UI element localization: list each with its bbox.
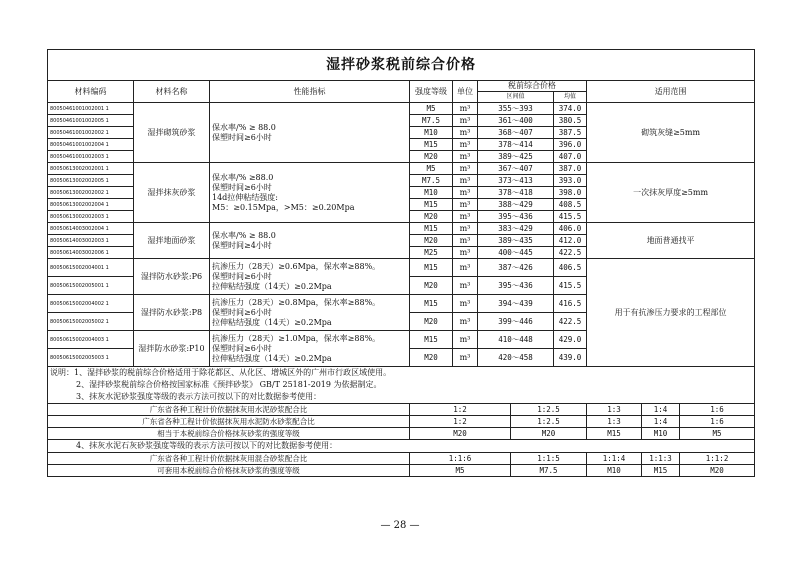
avg-cell: 398.0 <box>554 187 587 199</box>
table-row <box>48 163 755 175</box>
material-name: 湿拌抹灰砂浆 <box>134 163 210 223</box>
comparison-label: 广东省各种工程计价依据抹灰用水泥防水砂浆配合比 <box>48 416 410 428</box>
price-sheet <box>47 49 754 477</box>
range-cell: 361～400 <box>478 115 554 127</box>
header-grade: 强度等级 <box>410 81 453 103</box>
spec-line: 保塑时间≥6小时 <box>212 307 272 317</box>
header-unit: 单位 <box>453 81 478 103</box>
comparison-value: 1:2.5 <box>511 416 587 428</box>
unit-cell: m³ <box>453 349 478 367</box>
unit-cell: m³ <box>453 313 478 331</box>
unit-cell: m³ <box>453 199 478 211</box>
material-code: 80050615002004003 1 <box>48 331 134 349</box>
material-name: 湿拌地面砂浆 <box>134 223 210 259</box>
material-code: 80050613002002004 1 <box>48 199 134 211</box>
grade-cell: M7.5 <box>410 115 453 127</box>
comparison-label: 相当于本税前综合价格抹灰砂浆的强度等级 <box>48 428 410 440</box>
page-title: 湿拌砂浆税前综合价格 <box>48 50 755 81</box>
table-row <box>48 103 755 115</box>
comparison-label: 广东省各种工程计价依据抹灰用水泥砂浆配合比 <box>48 404 410 416</box>
header-spec: 性能指标 <box>210 81 410 103</box>
spec-cell <box>210 163 410 223</box>
comparison-value: 1:6 <box>680 416 755 428</box>
range-cell: 378～414 <box>478 139 554 151</box>
note-text: 4、抹灰水泥石灰砂浆强度等级的表示方法可按以下的对比数据参考使用： <box>48 440 755 453</box>
scope-cell: 砌筑灰缝≥5mm <box>587 103 755 163</box>
grade-cell: M15 <box>410 223 453 235</box>
header-avg: 均值 <box>554 92 587 103</box>
unit-cell: m³ <box>453 223 478 235</box>
grade-cell: M7.5 <box>410 175 453 187</box>
spec-line: 拉伸粘结强度（14天）≥0.2Mpa <box>212 281 332 291</box>
avg-cell: 393.0 <box>554 175 587 187</box>
header-price: 税前综合价格 <box>478 81 587 92</box>
range-cell: 383～429 <box>478 223 554 235</box>
grade-cell: M15 <box>410 139 453 151</box>
comparison-value: 1:1:3 <box>642 453 680 465</box>
material-code: 80050461001002005 1 <box>48 115 134 127</box>
avg-cell: 416.5 <box>554 295 587 313</box>
comparison-value: 1:2.5 <box>511 404 587 416</box>
grade-cell: M10 <box>410 127 453 139</box>
note-row <box>48 367 755 380</box>
range-cell: 373～413 <box>478 175 554 187</box>
grade-cell: M20 <box>410 277 453 295</box>
material-name: 湿拌砌筑砂浆 <box>134 103 210 163</box>
range-cell: 395～436 <box>478 277 554 295</box>
range-cell: 399～446 <box>478 313 554 331</box>
comparison-value: M7.5 <box>511 465 587 477</box>
spec-line: 拉伸粘结强度（14天）≥0.2Mpa <box>212 317 332 327</box>
comparison-value: 1:4 <box>642 404 680 416</box>
range-cell: 367～407 <box>478 163 554 175</box>
material-code: 80050614003002004 1 <box>48 223 134 235</box>
range-cell: 378～418 <box>478 187 554 199</box>
unit-cell: m³ <box>453 295 478 313</box>
range-cell: 355～393 <box>478 103 554 115</box>
price-table <box>47 49 755 477</box>
avg-cell: 412.0 <box>554 235 587 247</box>
avg-cell: 422.5 <box>554 247 587 259</box>
spec-cell <box>210 331 410 367</box>
grade-cell: M5 <box>410 163 453 175</box>
unit-cell: m³ <box>453 103 478 115</box>
note-row <box>48 391 755 404</box>
spec-line: 保塑时间≥6小时 <box>212 132 272 142</box>
spec-line: 抗渗压力（28天）≥0.6Mpa，保水率≥88%。 <box>212 261 381 271</box>
comparison-row <box>48 416 755 428</box>
range-cell: 400～445 <box>478 247 554 259</box>
grade-cell: M5 <box>410 103 453 115</box>
comparison-value: 1:6 <box>680 404 755 416</box>
unit-cell: m³ <box>453 127 478 139</box>
avg-cell: 408.5 <box>554 199 587 211</box>
note-text: 2、湿拌砂浆税前综合价格按国家标准《预拌砂浆》 GB/T 25181-2019 为依据制定。 <box>48 379 755 391</box>
material-code: 80050615002005001 1 <box>48 277 134 295</box>
range-cell: 389～435 <box>478 235 554 247</box>
spec-line: 保塑时间≥6小时 <box>212 271 272 281</box>
spec-line: 保水率/% ≥ 88.0 <box>212 122 276 132</box>
unit-cell: m³ <box>453 211 478 223</box>
range-cell: 395～436 <box>478 211 554 223</box>
material-code: 80050461001002002 1 <box>48 127 134 139</box>
material-code: 80050614003002003 1 <box>48 235 134 247</box>
unit-cell: m³ <box>453 235 478 247</box>
comparison-value: M15 <box>587 428 642 440</box>
comparison-value: 1:2 <box>410 416 511 428</box>
grade-cell: M20 <box>410 211 453 223</box>
table-row <box>48 259 755 277</box>
scope-cell: 一次抹灰厚度≥5mm <box>587 163 755 223</box>
grade-cell: M15 <box>410 295 453 313</box>
comparison-row <box>48 465 755 477</box>
material-code: 80050461001002003 1 <box>48 151 134 163</box>
header-range: 区间值 <box>478 92 554 103</box>
material-name: 湿拌防水砂浆:P10 <box>134 331 210 367</box>
avg-cell: 387.5 <box>554 127 587 139</box>
material-name: 湿拌防水砂浆:P8 <box>134 295 210 331</box>
comparison-value: M20 <box>511 428 587 440</box>
comparison-row <box>48 428 755 440</box>
comparison-value: M15 <box>642 465 680 477</box>
material-code: 80050613002002001 1 <box>48 163 134 175</box>
spec-line: 保塑时间≥4小时 <box>212 240 272 250</box>
comparison-value: M10 <box>587 465 642 477</box>
header-code: 材料编码 <box>48 81 134 103</box>
range-cell: 388～429 <box>478 199 554 211</box>
grade-cell: M15 <box>410 199 453 211</box>
avg-cell: 422.5 <box>554 313 587 331</box>
comparison-value: 1:1:5 <box>511 453 587 465</box>
scope-cell: 用于有抗渗压力要求的工程部位 <box>587 259 755 367</box>
note-text: 说明：1、湿拌砂浆的税前综合价格适用于除花都区、从化区、增城区外的广州市行政区域使用。 <box>48 367 755 380</box>
material-name: 湿拌防水砂浆:P6 <box>134 259 210 295</box>
spec-cell <box>210 295 410 331</box>
range-cell: 410～448 <box>478 331 554 349</box>
unit-cell: m³ <box>453 151 478 163</box>
comparison-value: M10 <box>642 428 680 440</box>
header-scope: 适用范围 <box>587 81 755 103</box>
spec-line: M5：≥0.15Mpa，>M5：≥0.20Mpa <box>212 202 355 212</box>
spec-line: 保水率/% ≥88.0 <box>212 172 274 182</box>
avg-cell: 374.0 <box>554 103 587 115</box>
material-code: 80050615002005003 1 <box>48 349 134 367</box>
avg-cell: 396.0 <box>554 139 587 151</box>
grade-cell: M20 <box>410 235 453 247</box>
table-row <box>48 223 755 235</box>
unit-cell: m³ <box>453 259 478 277</box>
avg-cell: 415.5 <box>554 211 587 223</box>
material-code: 80050613002002005 1 <box>48 175 134 187</box>
grade-cell: M25 <box>410 247 453 259</box>
comparison-value: M20 <box>410 428 511 440</box>
avg-cell: 406.5 <box>554 259 587 277</box>
spec-line: 保塑时间≥6小时 <box>212 182 272 192</box>
avg-cell: 380.5 <box>554 115 587 127</box>
comparison-value: M5 <box>410 465 511 477</box>
range-cell: 368～407 <box>478 127 554 139</box>
header-name: 材料名称 <box>134 81 210 103</box>
comparison-value: M5 <box>680 428 755 440</box>
spec-cell <box>210 103 410 163</box>
comparison-row <box>48 404 755 416</box>
material-code: 80050615002005002 1 <box>48 313 134 331</box>
comparison-row <box>48 453 755 465</box>
unit-cell: m³ <box>453 247 478 259</box>
unit-cell: m³ <box>453 277 478 295</box>
unit-cell: m³ <box>453 139 478 151</box>
comparison-value: 1:3 <box>587 416 642 428</box>
spec-line: 保水率/% ≥ 88.0 <box>212 230 276 240</box>
material-code: 80050461001002001 1 <box>48 103 134 115</box>
spec-cell <box>210 223 410 259</box>
material-code: 80050614003002006 1 <box>48 247 134 259</box>
range-cell: 394～439 <box>478 295 554 313</box>
grade-cell: M20 <box>410 151 453 163</box>
avg-cell: 429.0 <box>554 331 587 349</box>
unit-cell: m³ <box>453 331 478 349</box>
spec-line: 拉伸粘结强度（14天）≥0.2Mpa <box>212 353 332 363</box>
comparison-label: 可套用本税前综合价格抹灰砂浆的强度等级 <box>48 465 410 477</box>
grade-cell: M15 <box>410 331 453 349</box>
comparison-value: 1:3 <box>587 404 642 416</box>
comparison-value: 1:2 <box>410 404 511 416</box>
comparison-value: 1:1:4 <box>587 453 642 465</box>
avg-cell: 407.0 <box>554 151 587 163</box>
grade-cell: M10 <box>410 187 453 199</box>
avg-cell: 387.0 <box>554 163 587 175</box>
range-cell: 389～425 <box>478 151 554 163</box>
grade-cell: M15 <box>410 259 453 277</box>
comparison-value: 1:1:6 <box>410 453 511 465</box>
grade-cell: M20 <box>410 349 453 367</box>
material-code: 80050613002002002 1 <box>48 187 134 199</box>
scope-cell: 地面普通找平 <box>587 223 755 259</box>
unit-cell: m³ <box>453 115 478 127</box>
comparison-value: 1:4 <box>642 416 680 428</box>
range-cell: 387～426 <box>478 259 554 277</box>
material-code: 80050615002004002 1 <box>48 295 134 313</box>
spec-line: 14d拉伸粘结强度: <box>212 192 278 202</box>
comparison-value: 1:1:2 <box>680 453 755 465</box>
range-cell: 420～458 <box>478 349 554 367</box>
material-code: 80050461001002004 1 <box>48 139 134 151</box>
material-code: 80050613002002003 1 <box>48 211 134 223</box>
comparison-label: 广东省各种工程计价依据抹灰用混合砂浆配合比 <box>48 453 410 465</box>
spec-line: 保塑时间≥6小时 <box>212 343 272 353</box>
avg-cell: 406.0 <box>554 223 587 235</box>
note-row <box>48 379 755 391</box>
unit-cell: m³ <box>453 187 478 199</box>
unit-cell: m³ <box>453 163 478 175</box>
spec-line: 抗渗压力（28天）≥1.0Mpa，保水率≥88%。 <box>212 333 381 343</box>
avg-cell: 439.0 <box>554 349 587 367</box>
grade-cell: M20 <box>410 313 453 331</box>
page-number: — 28 — <box>380 520 420 531</box>
note-row <box>48 440 755 453</box>
spec-cell <box>210 259 410 295</box>
material-code: 80050615002004001 1 <box>48 259 134 277</box>
spec-line: 抗渗压力（28天）≥0.8Mpa，保水率≥88%。 <box>212 297 381 307</box>
avg-cell: 415.5 <box>554 277 587 295</box>
note-text: 3、抹灰水泥砂浆强度等级的表示方法可按以下的对比数据参考使用： <box>48 391 755 404</box>
unit-cell: m³ <box>453 175 478 187</box>
comparison-value: M20 <box>680 465 755 477</box>
